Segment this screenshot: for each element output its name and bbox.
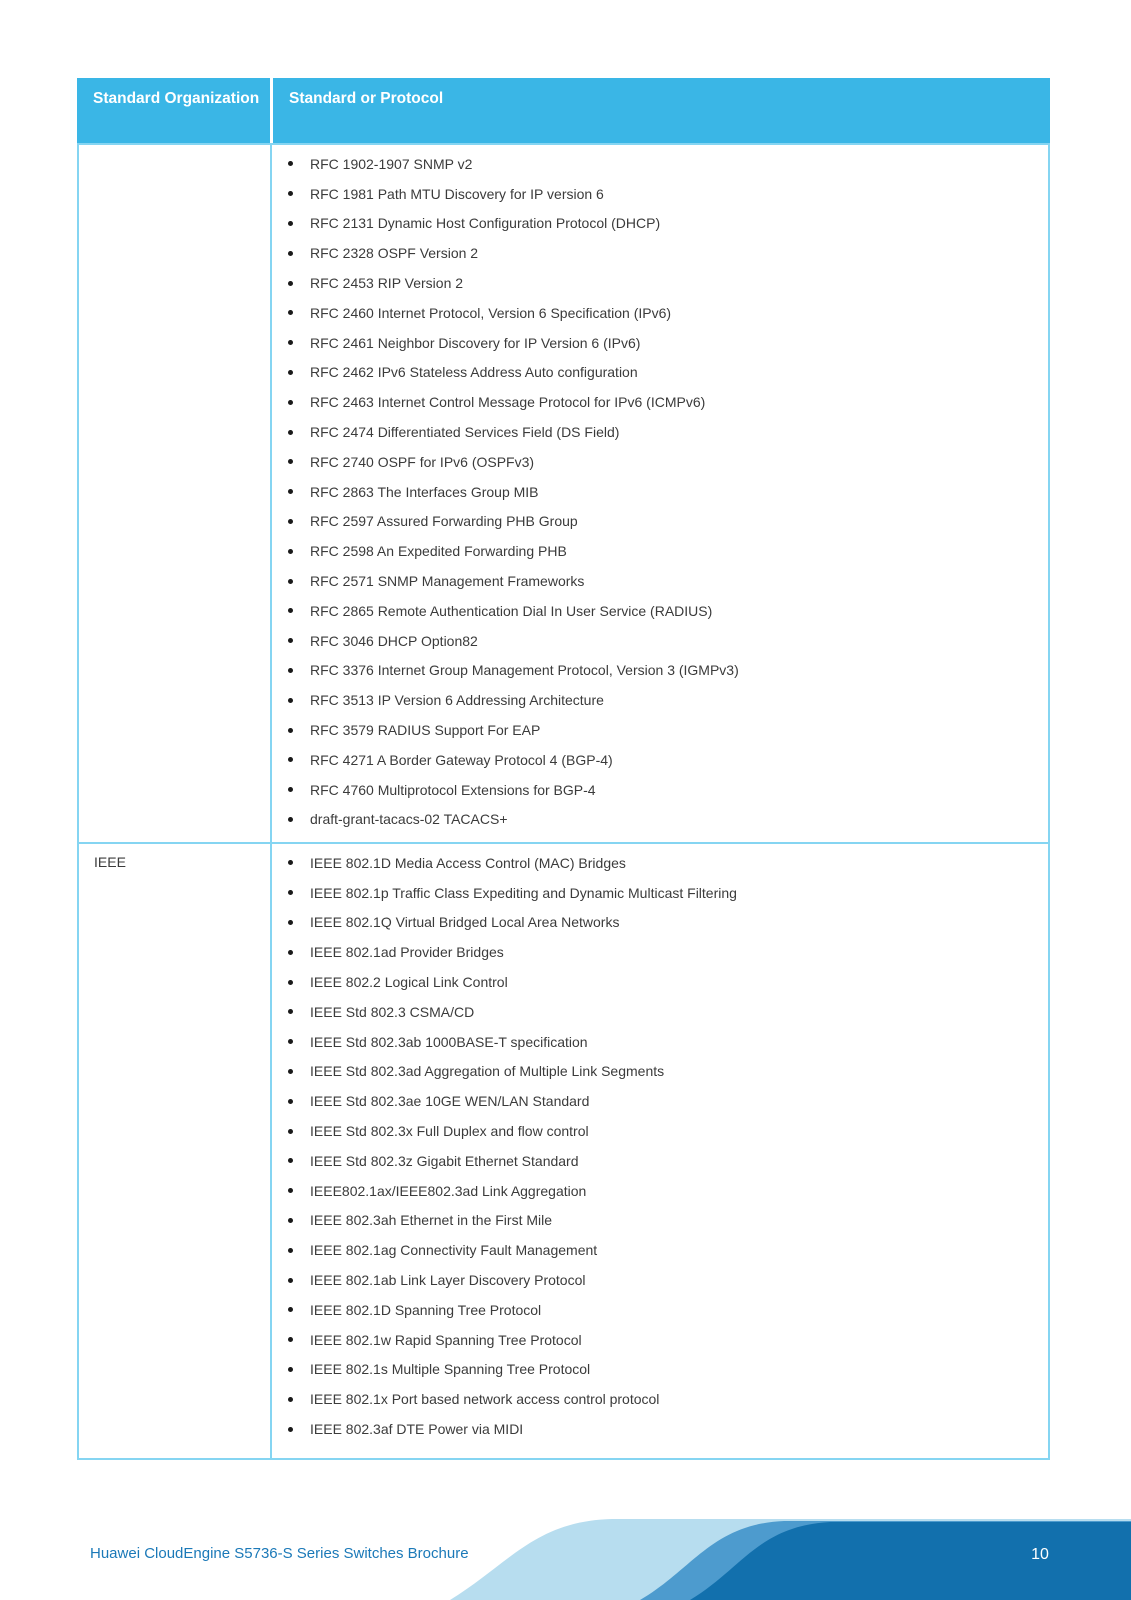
bullet-icon: [288, 400, 293, 405]
bullet-icon: [288, 1158, 293, 1163]
bullet-icon: [288, 281, 293, 286]
bullet-icon: [288, 668, 293, 673]
list-item-text: IEEE 802.1x Port based network access control protocol: [310, 1391, 660, 1408]
bullet-icon: [288, 161, 293, 166]
list-item: [288, 268, 1048, 298]
bullet-icon: [288, 1039, 293, 1044]
list-item: [288, 1414, 1048, 1444]
list-item: [288, 1057, 1048, 1087]
bullet-icon: [288, 890, 293, 895]
list-item: [288, 387, 1048, 417]
list-item-text: IEEE Std 802.3ab 1000BASE-T specification: [310, 1033, 588, 1050]
list-item-text: IEEE 802.1p Traffic Class Expediting and Dynamic Multicast Filtering: [310, 884, 737, 901]
bullet-icon: [288, 608, 293, 613]
bullet-icon: [288, 1218, 293, 1223]
list-item: [288, 745, 1048, 775]
bullet-icon: [288, 1307, 293, 1312]
bullet-icon: [288, 1188, 293, 1193]
list-item-text: RFC 2463 Internet Control Message Protocol for IPv6 (ICMPv6): [310, 394, 706, 411]
list-item: [288, 566, 1048, 596]
bullet-icon: [288, 519, 293, 524]
list-item: [288, 477, 1048, 507]
list-item: [288, 937, 1048, 967]
list-item-text: IEEE Std 802.3 CSMA/CD: [310, 1003, 475, 1020]
standards-table: [77, 143, 1050, 1460]
list-item: [288, 209, 1048, 239]
list-item-text: RFC 1981 Path MTU Discovery for IP version 6: [310, 185, 604, 202]
list-item-text: RFC 2740 OSPF for IPv6 (OSPFv3): [310, 453, 535, 470]
footer-wave-banner: [0, 1485, 1131, 1600]
list-item: [288, 1265, 1048, 1295]
list-item: [288, 179, 1048, 209]
list-item-text: RFC 2328 OSPF Version 2: [310, 245, 479, 262]
list-item: [288, 298, 1048, 328]
list-item-text: IEEE Std 802.3ae 10GE WEN/LAN Standard: [310, 1093, 590, 1110]
list-item-text: IEEE 802.1D Media Access Control (MAC) Bridges: [310, 854, 626, 871]
list-item-text: RFC 2462 IPv6 Stateless Address Auto configuration: [310, 364, 638, 381]
list-item: [288, 507, 1048, 537]
list-item: [288, 1086, 1048, 1116]
list-item: [288, 626, 1048, 656]
list-item: [288, 715, 1048, 745]
bullet-icon: [288, 549, 293, 554]
bullet-icon: [288, 191, 293, 196]
list-item: [288, 775, 1048, 805]
list-item-text: RFC 2131 Dynamic Host Configuration Protocol (DHCP): [310, 215, 661, 232]
list-item-text: IEEE 802.2 Logical Link Control: [310, 974, 508, 991]
table-row-ieee: [79, 844, 1048, 1458]
list-item-text: IEEE 802.3af DTE Power via MIDI: [310, 1421, 524, 1438]
bullet-icon: [288, 251, 293, 256]
list-item-text: draft-grant-tacacs-02 TACACS+: [310, 811, 508, 828]
header-cell-standard-organization: Standard Organization: [77, 78, 270, 143]
list-item-text: RFC 3579 RADIUS Support For EAP: [310, 722, 541, 739]
list-item: [288, 997, 1048, 1027]
bullet-icon: [288, 489, 293, 494]
bullet-icon: [288, 1248, 293, 1253]
bullet-icon: [288, 950, 293, 955]
bullet-icon: [288, 1337, 293, 1342]
bullet-icon: [288, 579, 293, 584]
list-item: [288, 1146, 1048, 1176]
list-item-text: IEEE 802.3ah Ethernet in the First Mile: [310, 1212, 553, 1229]
bullet-icon: [288, 1069, 293, 1074]
bullet-icon: [288, 1009, 293, 1014]
list-item-text: RFC 2474 Differentiated Services Field (DS Field): [310, 424, 620, 441]
list-item: [288, 417, 1048, 447]
list-item-text: RFC 2460 Internet Protocol, Version 6 Specification (IPv6): [310, 304, 672, 321]
list-item: [288, 328, 1048, 358]
page-number: 10: [1031, 1546, 1049, 1563]
list-item-text: RFC 4760 Multiprotocol Extensions for BGP-4: [310, 781, 596, 798]
list-item-text: RFC 2865 Remote Authentication Dial In User Service (RADIUS): [310, 602, 713, 619]
table-header-row: [77, 78, 1050, 143]
bullet-icon: [288, 1397, 293, 1402]
list-item-text: RFC 3376 Internet Group Management Protocol, Version 3 (IGMPv3): [310, 662, 739, 679]
bullet-icon: [288, 860, 293, 865]
bullet-icon: [288, 1099, 293, 1104]
list-item-text: RFC 2863 The Interfaces Group MIB: [310, 483, 539, 500]
list-item-text: RFC 2461 Neighbor Discovery for IP Version 6 (IPv6): [310, 334, 641, 351]
list-item: [288, 1235, 1048, 1265]
list-item: [288, 656, 1048, 686]
bullet-icon: [288, 920, 293, 925]
list-item: [288, 238, 1048, 268]
table-row-rfc: [79, 145, 1048, 844]
list-item-text: IEEE 802.1ag Connectivity Fault Management: [310, 1242, 598, 1259]
list-item: [288, 358, 1048, 388]
bullet-icon: [288, 980, 293, 985]
list-item: [288, 1295, 1048, 1325]
org-cell-rfc: [79, 145, 272, 842]
list-item: [288, 447, 1048, 477]
bullet-icon: [288, 310, 293, 315]
list-item-text: IEEE 802.1D Spanning Tree Protocol: [310, 1301, 542, 1318]
list-item: [288, 596, 1048, 626]
list-item-text: IEEE 802.1ad Provider Bridges: [310, 944, 504, 961]
bullet-icon: [288, 221, 293, 226]
list-item-text: IEEE 802.1w Rapid Spanning Tree Protocol: [310, 1331, 582, 1348]
bullet-icon: [288, 757, 293, 762]
list-item-text: RFC 3513 IP Version 6 Addressing Architecture: [310, 692, 604, 709]
bullet-icon: [288, 787, 293, 792]
list-item: [288, 848, 1048, 878]
bullet-icon: [288, 1367, 293, 1372]
list-item-text: IEEE Std 802.3x Full Duplex and flow control: [310, 1123, 589, 1140]
list-item-text: RFC 2597 Assured Forwarding PHB Group: [310, 513, 578, 530]
bullet-icon: [288, 817, 293, 822]
list-item-text: RFC 2571 SNMP Management Frameworks: [310, 573, 585, 590]
list-item: [288, 805, 1048, 835]
protocol-list-ieee: [272, 844, 1048, 1458]
list-item: [288, 908, 1048, 938]
list-item: [288, 1176, 1048, 1206]
org-cell-ieee: IEEE: [79, 844, 272, 1458]
list-item-text: RFC 1902-1907 SNMP v2: [310, 155, 473, 172]
list-item: [288, 1355, 1048, 1385]
list-item: [288, 1116, 1048, 1146]
list-item: [288, 1325, 1048, 1355]
bullet-icon: [288, 1278, 293, 1283]
bullet-icon: [288, 370, 293, 375]
protocol-list-rfc: [272, 145, 1048, 842]
footer-document-title: Huawei CloudEngine S5736-S Series Switches Brochure: [90, 1545, 469, 1562]
bullet-icon: [288, 638, 293, 643]
bullet-icon: [288, 698, 293, 703]
list-item-text: RFC 3046 DHCP Option82: [310, 632, 478, 649]
bullet-icon: [288, 1129, 293, 1134]
list-item: [288, 685, 1048, 715]
list-item: [288, 1384, 1048, 1414]
list-item: [288, 967, 1048, 997]
bullet-icon: [288, 430, 293, 435]
list-item-text: IEEE 802.1s Multiple Spanning Tree Protocol: [310, 1361, 591, 1378]
bullet-icon: [288, 728, 293, 733]
list-item: [288, 1206, 1048, 1236]
header-cell-standard-or-protocol: Standard or Protocol: [273, 78, 1050, 143]
list-item: [288, 149, 1048, 179]
list-item-text: IEEE 802.1Q Virtual Bridged Local Area Networks: [310, 914, 620, 931]
list-item-text: RFC 4271 A Border Gateway Protocol 4 (BGP-4): [310, 751, 613, 768]
list-item: [288, 536, 1048, 566]
list-item-text: IEEE802.1ax/IEEE802.3ad Link Aggregation: [310, 1182, 587, 1199]
bullet-icon: [288, 1427, 293, 1432]
list-item: [288, 1027, 1048, 1057]
list-item-text: IEEE 802.1ab Link Layer Discovery Protocol: [310, 1272, 586, 1289]
list-item-text: IEEE Std 802.3ad Aggregation of Multiple Link Segments: [310, 1063, 665, 1080]
list-item: [288, 878, 1048, 908]
list-item-text: IEEE Std 802.3z Gigabit Ethernet Standard: [310, 1152, 579, 1169]
list-item-text: RFC 2598 An Expedited Forwarding PHB: [310, 543, 567, 560]
bullet-icon: [288, 340, 293, 345]
bullet-icon: [288, 459, 293, 464]
list-item-text: RFC 2453 RIP Version 2: [310, 275, 464, 292]
